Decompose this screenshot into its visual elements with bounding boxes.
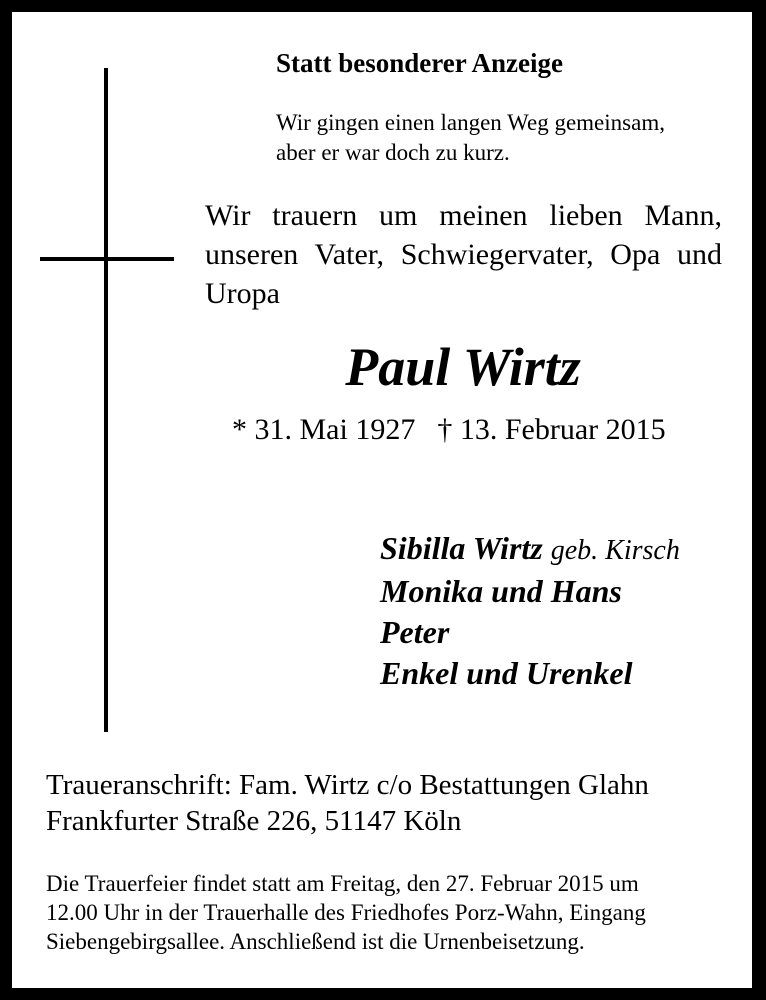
memorial-quote — [276, 108, 665, 168]
widow-maiden-name: geb. Kirsch — [550, 535, 680, 566]
mourner-line-4: Enkel und Urenkel — [380, 655, 633, 691]
intro-line-2: unseren Vater, Schwiegervater, Opa und — [205, 238, 722, 271]
mourners-list — [380, 528, 680, 694]
quote-line-2: aber er war doch zu kurz. — [276, 140, 510, 165]
address-line-1: Traueranschrift: Fam. Wirtz c/o Bestattungen Glahn — [46, 769, 649, 801]
widow-name: Sibilla Wirtz — [380, 530, 543, 566]
mourning-intro — [205, 196, 722, 313]
cross-vertical-bar — [104, 68, 108, 732]
intro-line-1: Wir trauern um meinen lieben Mann, — [205, 199, 722, 232]
address-line-2: Frankfurter Straße 226, 51147 Köln — [46, 805, 462, 837]
quote-line-1: Wir gingen einen langen Weg gemeinsam, — [276, 110, 665, 135]
mourner-line-2: Monika und Hans — [380, 573, 622, 609]
life-dates — [232, 413, 666, 447]
notice-line-2: 12.00 Uhr in der Trauerhalle des Friedhofes Porz-Wahn, Eingang — [46, 900, 646, 925]
cross-horizontal-bar — [40, 257, 174, 261]
notice-line-1: Die Trauerfeier findet statt am Freitag, den 27. Februar 2015 um — [46, 871, 639, 896]
mourning-address — [46, 767, 649, 839]
birth-date: * 31. Mai 1927 — [232, 413, 416, 446]
intro-line-3: Uropa — [205, 277, 280, 310]
funeral-notice — [46, 869, 726, 956]
notice-heading: Statt besonderer Anzeige — [276, 48, 563, 78]
deceased-name: Paul Wirtz — [345, 337, 581, 397]
death-date: † 13. Februar 2015 — [437, 413, 666, 446]
mourner-widow — [380, 528, 680, 571]
mourner-line-3: Peter — [380, 614, 450, 650]
notice-line-3: Siebengebirgsallee. Anschließend ist die Urnenbeisetzung. — [46, 929, 585, 954]
